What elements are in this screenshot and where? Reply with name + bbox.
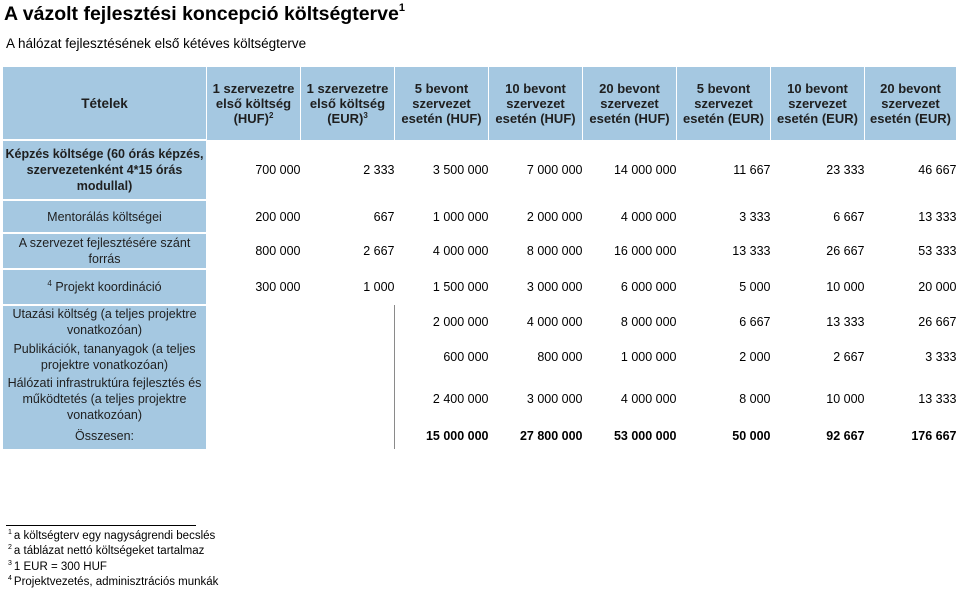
footnote-text: a költségterv egy nagyságrendi becslés bbox=[13, 530, 216, 542]
table-cell: 13 333 bbox=[677, 233, 771, 269]
footnote-divider bbox=[6, 525, 196, 526]
table-cell: 3 500 000 bbox=[395, 140, 489, 200]
table-cell: 10 000 bbox=[771, 269, 865, 305]
page-title-text: A vázolt fejlesztési koncepció költségterve bbox=[4, 3, 399, 25]
table-cell: 2 000 bbox=[677, 338, 771, 375]
title-footnote-ref: 1 bbox=[398, 2, 405, 14]
header-5-orgs-eur-label: 5 bevont szervezet esetén (EUR) bbox=[683, 80, 764, 126]
table-cell: 3 333 bbox=[677, 200, 771, 233]
header-20-orgs-eur bbox=[865, 67, 957, 141]
table-row bbox=[3, 338, 957, 375]
footnote-ref: 1 bbox=[8, 529, 12, 536]
table-cell: 600 000 bbox=[395, 338, 489, 375]
table-row bbox=[3, 305, 957, 338]
row-label-text: Utazási költség (a teljes projektre vonatkozóan) bbox=[12, 307, 197, 337]
table-cell: 3 000 000 bbox=[489, 269, 583, 305]
table-cell: 6 667 bbox=[771, 200, 865, 233]
table-row bbox=[3, 375, 957, 423]
table-row bbox=[3, 200, 957, 233]
table-cell: 667 bbox=[301, 200, 395, 233]
footnote-item bbox=[8, 575, 218, 590]
footnote-ref: 2 bbox=[8, 544, 12, 552]
table-cell: 26 667 bbox=[865, 305, 957, 338]
table-cell: 7 000 000 bbox=[489, 140, 583, 200]
table-row bbox=[3, 140, 957, 200]
header-items-label: Tételek bbox=[81, 95, 128, 111]
row-label bbox=[3, 423, 207, 449]
table-cell: 300 000 bbox=[207, 269, 301, 305]
table-cell: 10 000 bbox=[771, 375, 865, 423]
header-items bbox=[3, 67, 207, 141]
row-label-text: Hálózati infrastruktúra fejlesztés és működtetés (a teljes projektre vonatkozóan) bbox=[7, 376, 202, 422]
table-cell: 8 000 bbox=[677, 375, 771, 423]
row-label-text: Publikációk, tananyagok (a teljes projektre vonatkozóan) bbox=[13, 341, 196, 372]
table-cell: 23 333 bbox=[771, 140, 865, 200]
row-label bbox=[3, 200, 207, 233]
row-label bbox=[3, 375, 207, 423]
table-cell: 2 333 bbox=[301, 140, 395, 200]
footnote-text: a táblázat nettó költségeket tartalmaz bbox=[13, 545, 205, 558]
header-5-orgs-eur bbox=[677, 67, 771, 141]
header-eur-per-org-label: 1 szervezetre első költség (EUR) bbox=[306, 80, 389, 126]
table-cell: 6 000 000 bbox=[583, 269, 677, 305]
row-label bbox=[3, 269, 207, 305]
table-cell: 5 000 bbox=[677, 269, 771, 305]
table-cell: 14 000 000 bbox=[583, 140, 677, 200]
row-label bbox=[3, 233, 207, 269]
header-10-orgs-eur-label: 10 bevont szervezet esetén (EUR) bbox=[777, 80, 858, 126]
table-cell: 3 333 bbox=[865, 338, 957, 375]
empty-cell bbox=[207, 375, 395, 423]
table-cell: 53 000 000 bbox=[583, 423, 677, 449]
table-cell: 11 667 bbox=[677, 140, 771, 200]
empty-cell bbox=[207, 423, 395, 449]
header-5-orgs-huf bbox=[395, 67, 489, 141]
cost-table bbox=[2, 66, 957, 449]
table-cell: 3 000 000 bbox=[489, 375, 583, 423]
empty-cell bbox=[207, 338, 395, 375]
header-huf-per-org-label: 1 szervezetre első költség (HUF) bbox=[212, 80, 295, 126]
footnote-text: 1 EUR = 300 HUF bbox=[13, 560, 107, 573]
table-cell: 800 000 bbox=[489, 338, 583, 375]
page-subtitle: A hálózat fejlesztésének első kétéves költségterve bbox=[6, 36, 307, 51]
table-cell: 92 667 bbox=[771, 423, 865, 449]
table-cell: 26 667 bbox=[771, 233, 865, 269]
table-cell: 4 000 000 bbox=[489, 305, 583, 338]
table-cell: 20 000 bbox=[865, 269, 957, 305]
header-5-orgs-huf-label: 5 bevont szervezet esetén (HUF) bbox=[401, 80, 482, 126]
row-label bbox=[3, 140, 207, 200]
row-label bbox=[3, 305, 207, 338]
table-cell: 4 000 000 bbox=[583, 200, 677, 233]
footnote-item bbox=[8, 560, 218, 575]
table-cell: 2 667 bbox=[301, 233, 395, 269]
header-10-orgs-eur bbox=[771, 67, 865, 141]
table-cell: 15 000 000 bbox=[395, 423, 489, 449]
table-cell: 8 000 000 bbox=[583, 305, 677, 338]
table-row bbox=[3, 233, 957, 269]
table-cell: 46 667 bbox=[865, 140, 957, 200]
row-label-text: A szervezet fejlesztésére szánt forrás bbox=[18, 236, 191, 266]
table-cell: 6 667 bbox=[677, 305, 771, 338]
footnote-item bbox=[8, 544, 218, 559]
row-label-text: Projekt koordináció bbox=[55, 280, 162, 294]
header-eur-per-org bbox=[301, 67, 395, 141]
table-cell: 50 000 bbox=[677, 423, 771, 449]
row-label-text: Képzés költsége (60 órás képzés, szervezetenként 4*15 órás modullal) bbox=[5, 147, 204, 193]
table-row bbox=[3, 423, 957, 449]
row-label bbox=[3, 338, 207, 375]
header-20-orgs-eur-label: 20 bevont szervezet esetén (EUR) bbox=[870, 80, 951, 126]
empty-cell bbox=[207, 305, 395, 338]
row-label-text: Összesen: bbox=[74, 429, 135, 443]
table-cell: 2 000 000 bbox=[489, 200, 583, 233]
header-20-orgs-huf-label: 20 bevont szervezet esetén (HUF) bbox=[589, 80, 670, 126]
footnote-ref: 3 bbox=[8, 559, 12, 567]
table-header-row bbox=[3, 67, 957, 141]
footnote-text: Projektvezetés, adminisztrációs munkák bbox=[13, 576, 219, 589]
table-cell: 700 000 bbox=[207, 140, 301, 200]
header-10-orgs-huf-label: 10 bevont szervezet esetén (HUF) bbox=[495, 80, 576, 126]
table-cell: 13 333 bbox=[865, 375, 957, 423]
table-cell: 200 000 bbox=[207, 200, 301, 233]
header-huf-per-org-ref: 2 bbox=[268, 110, 274, 120]
table-cell: 16 000 000 bbox=[583, 233, 677, 269]
table-cell: 1 000 bbox=[301, 269, 395, 305]
table-cell: 1 500 000 bbox=[395, 269, 489, 305]
table-cell: 4 000 000 bbox=[395, 233, 489, 269]
table-cell: 8 000 000 bbox=[489, 233, 583, 269]
table-cell: 2 667 bbox=[771, 338, 865, 375]
table-cell: 4 000 000 bbox=[583, 375, 677, 423]
table-cell: 2 400 000 bbox=[395, 375, 489, 423]
table-cell: 53 333 bbox=[865, 233, 957, 269]
footnotes bbox=[8, 529, 218, 591]
table-row bbox=[3, 269, 957, 305]
table-cell: 176 667 bbox=[865, 423, 957, 449]
row-label-footnote-ref: 4 bbox=[47, 279, 52, 288]
header-huf-per-org bbox=[207, 67, 301, 141]
table-cell: 800 000 bbox=[207, 233, 301, 269]
header-20-orgs-huf bbox=[583, 67, 677, 141]
table-cell: 2 000 000 bbox=[395, 305, 489, 338]
header-eur-per-org-ref: 3 bbox=[363, 110, 368, 120]
footnote-item bbox=[8, 529, 218, 544]
footnote-ref: 4 bbox=[8, 575, 12, 583]
table-cell: 1 000 000 bbox=[395, 200, 489, 233]
page-title bbox=[4, 2, 405, 26]
row-label-text: Mentorálás költségei bbox=[47, 209, 162, 224]
table-cell: 13 333 bbox=[865, 200, 957, 233]
header-10-orgs-huf bbox=[489, 67, 583, 141]
table-cell: 13 333 bbox=[771, 305, 865, 338]
table-cell: 1 000 000 bbox=[583, 338, 677, 375]
table-cell: 27 800 000 bbox=[489, 423, 583, 449]
